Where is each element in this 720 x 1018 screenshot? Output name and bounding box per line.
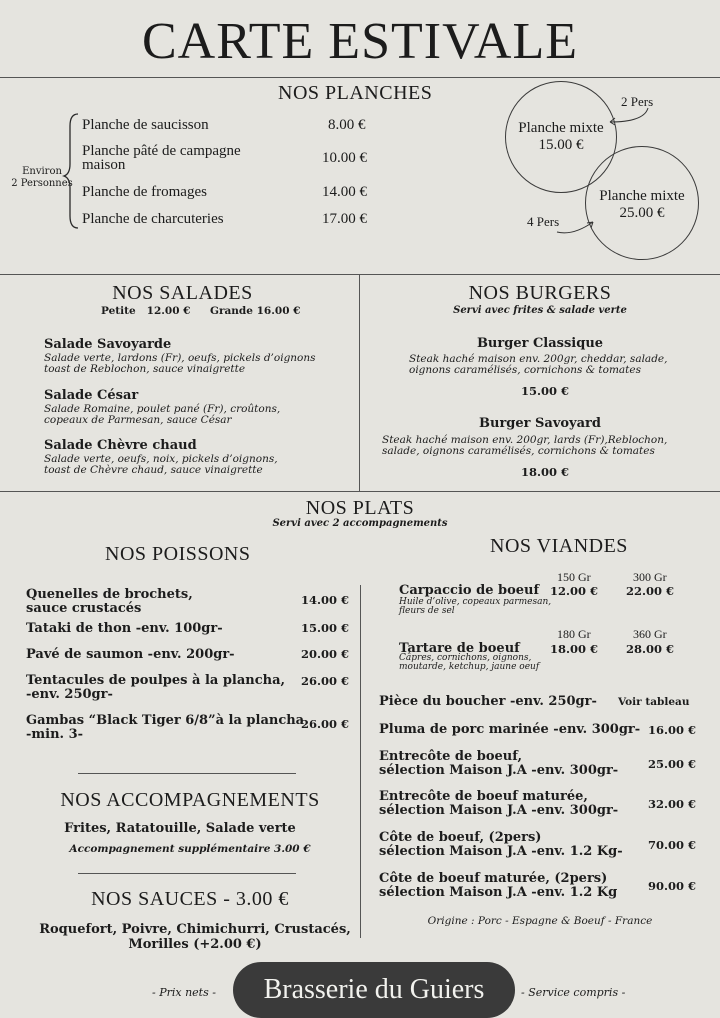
divider [0, 274, 720, 275]
burger-desc: Steak haché maison env. 200gr, lards (Fr),Reblochon, salade, oignons caramélisés, cornichons & tomates [382, 434, 668, 457]
environ-note: Environ 2 Personnes [11, 166, 73, 189]
accompagnements-heading: NOS ACCOMPAGNEMENTS [60, 789, 320, 811]
sauces-heading: NOS SAUCES - 3.00 € [91, 888, 289, 910]
planche-mixte-small: Planche mixte 15.00 € [518, 120, 604, 153]
poisson-name: Gambas “Black Tiger 6/8”à la plancha -min. 3- [26, 713, 305, 742]
arrow-icon [553, 214, 599, 238]
burger-name: Burger Classique [476, 336, 604, 351]
viande-name: Côte de boeuf, (2pers) sélection Maison J.A -env. 1.2 Kg- [379, 830, 623, 859]
viande-name: Pièce du boucher -env. 250gr- [379, 694, 597, 709]
viande-price: 25.00 € [648, 757, 697, 771]
planche-item-price: 8.00 € [328, 117, 366, 133]
salades-grande: Grande 16.00 € [210, 305, 301, 317]
accompagnements-list: Frites, Ratatouille, Salade verte [64, 821, 296, 836]
divider [78, 773, 296, 774]
divider [78, 873, 296, 874]
salade-desc: Salade verte, oeufs, noix, pickels d’oignons, toast de Chèvre chaud, sauce vinaigrette [44, 453, 278, 476]
salade-name: Salade Chèvre chaud [44, 438, 197, 453]
divider [0, 77, 720, 78]
poisson-name: Quenelles de brochets, sauce crustacés [26, 587, 193, 616]
planche-item-price: 14.00 € [322, 184, 367, 200]
tartare-size: 180 Gr [557, 627, 591, 641]
prix-nets: - Prix nets - [152, 986, 216, 999]
viande-name: Pluma de porc marinée -env. 300gr- [379, 722, 641, 737]
planche-item-name: Planche pâté de campagne maison [82, 143, 241, 173]
viande-price: 16.00 € [648, 723, 697, 737]
burgers-heading: NOS BURGERS [468, 282, 612, 304]
burger-price: 15.00 € [520, 384, 570, 398]
poisson-price: 26.00 € [301, 674, 350, 688]
burger-price: 18.00 € [520, 465, 570, 479]
brace-icon [62, 112, 82, 232]
poissons-heading: NOS POISSONS [105, 543, 251, 565]
planche-item-price: 17.00 € [322, 211, 367, 227]
poisson-name: Pavé de saumon -env. 200gr- [26, 647, 235, 662]
tartare-size: 360 Gr [633, 627, 667, 641]
tartare-price: 18.00 € [550, 642, 599, 656]
poisson-name: Tentacules de poulpes à la plancha, -env. 250gr- [26, 673, 286, 702]
plats-subtitle: Servi avec 2 accompagnements [272, 518, 448, 529]
sauces-list: Roquefort, Poivre, Chimichurri, Crustacés, Morilles (+2.00 €) [39, 922, 351, 952]
brand-badge: Brasserie du Guiers [233, 962, 515, 1018]
carpaccio-size: 300 Gr [633, 570, 667, 584]
poisson-name: Tataki de thon -env. 100gr- [26, 621, 223, 636]
plats-heading: NOS PLATS [305, 497, 415, 519]
origine-note: Origine : Porc - Espagne & Boeuf - France [427, 915, 653, 927]
salades-petite: Petite 12.00 € [101, 305, 191, 317]
tartare-desc: Câpres, cornichons, oignons, moutarde, ketchup, jaune oeuf [399, 653, 540, 672]
burgers-subtitle: Servi avec frites & salade verte [453, 305, 627, 316]
viande-name: Côte de boeuf maturée, (2pers) sélection Maison J.A -env. 1.2 Kg [379, 871, 618, 900]
planche-item-price: 10.00 € [322, 150, 367, 166]
poisson-price: 14.00 € [301, 593, 350, 607]
planche-item-name: Planche de saucisson [82, 117, 209, 133]
viande-price: 70.00 € [648, 838, 697, 852]
arrow-icon [604, 104, 654, 126]
viande-price: Voir tableau [618, 696, 690, 708]
page-title: CARTE ESTIVALE [141, 13, 579, 70]
carpaccio-size: 150 Gr [557, 570, 591, 584]
mixte-small-note: 2 Pers [621, 94, 654, 109]
tartare-name: Tartare de boeuf [399, 641, 520, 656]
carpaccio-desc: Huile d’olive, copeaux parmesan, fleurs de sel [399, 597, 552, 616]
salade-name: Salade César [44, 388, 139, 403]
viande-name: Entrecôte de boeuf maturée, sélection Maison J.A -env. 300gr- [379, 789, 619, 818]
carpaccio-price: 22.00 € [626, 584, 675, 598]
poisson-price: 15.00 € [301, 621, 350, 635]
planche-item-name: Planche de charcuteries [82, 211, 224, 227]
carpaccio-name: Carpaccio de boeuf [399, 583, 540, 598]
carpaccio-price: 12.00 € [550, 584, 599, 598]
burger-desc: Steak haché maison env. 200gr, cheddar, salade, oignons caramélisés, cornichons & tomates [409, 353, 668, 376]
salade-desc: Salade verte, lardons (Fr), oeufs, pickels d’oignons toast de Reblochon, sauce vinaigrette [44, 352, 316, 375]
viande-price: 32.00 € [648, 797, 697, 811]
poisson-price: 26.00 € [301, 717, 350, 731]
planche-item-name: Planche de fromages [82, 184, 207, 200]
mixte-large-note: 4 Pers [527, 214, 560, 229]
planche-mixte-large: Planche mixte 25.00 € [599, 188, 685, 221]
viandes-heading: NOS VIANDES [490, 535, 628, 557]
divider [0, 491, 720, 492]
divider [360, 585, 361, 938]
accompagnements-extra: Accompagnement supplémentaire 3.00 € [69, 843, 311, 855]
planches-heading: NOS PLANCHES [278, 82, 433, 104]
burger-name: Burger Savoyard [479, 416, 601, 431]
salade-name: Salade Savoyarde [44, 337, 172, 352]
viande-price: 90.00 € [648, 879, 697, 893]
poisson-price: 20.00 € [301, 647, 350, 661]
viande-name: Entrecôte de boeuf, sélection Maison J.A -env. 300gr- [379, 749, 619, 778]
salade-desc: Salade Romaine, poulet pané (Fr), croûtons, copeaux de Parmesan, sauce César [44, 403, 281, 426]
tartare-price: 28.00 € [626, 642, 675, 656]
service-compris: - Service compris - [521, 986, 626, 999]
salades-heading: NOS SALADES [112, 282, 253, 304]
